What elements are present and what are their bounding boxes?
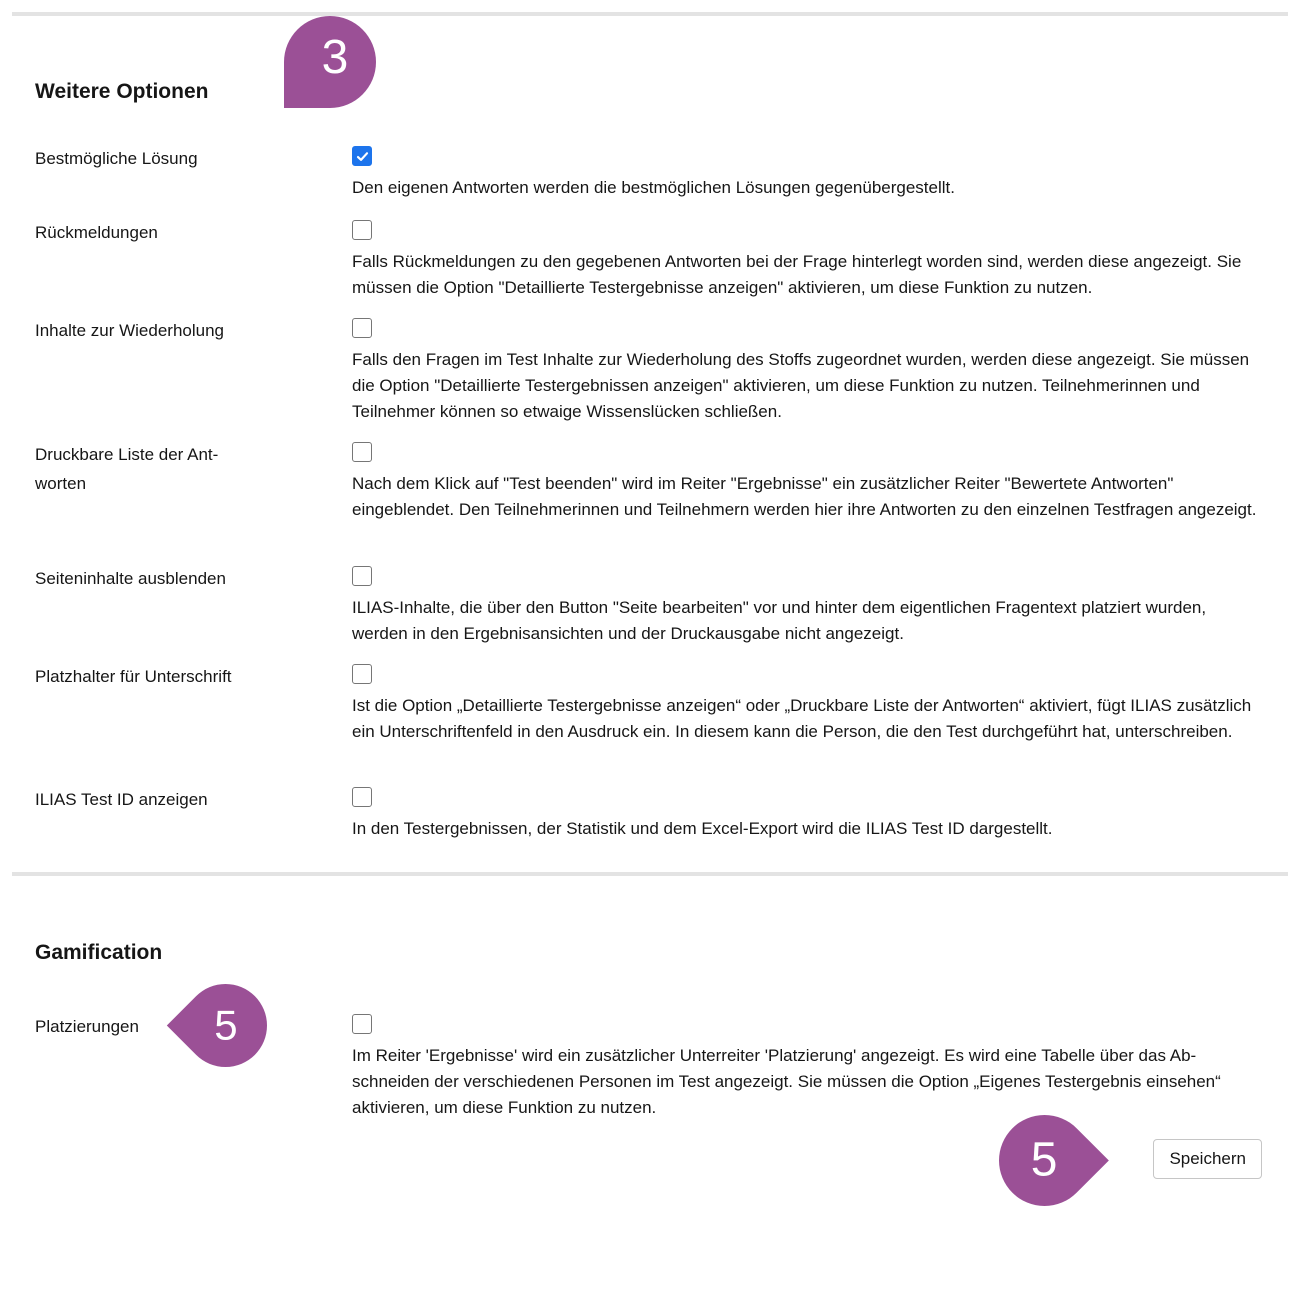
checkbox-seiteninhalte-ausblenden[interactable] (352, 566, 372, 586)
annotation-callout-3 (284, 16, 376, 108)
field-description: Im Reiter 'Ergebnisse' wird ein zusätzlicher Unterreiter 'Platzierung' angezeigt. Es wird eine Tabelle über das Abschneiden der verschiedenen Personen im Test angezeigt. Sie müssen die Option „Eigenes Testergebnis einsehen“ aktivieren, um diese Funktion zu nutzen. (352, 1046, 1221, 1117)
field-label: Platzierungen (35, 1017, 139, 1036)
field-description: Den eigenen Antworten werden die bestmöglichen Lösungen gegenübergestellt. (352, 178, 955, 197)
section-title-weitere-optionen: Weitere Optionen (35, 80, 209, 103)
checkmark-icon (355, 149, 370, 164)
section-divider-gamification (12, 872, 1288, 876)
checkbox-ilias-test-id-anzeigen[interactable] (352, 787, 372, 807)
section-divider-top (12, 12, 1288, 16)
field-label: Seiteninhalte ausblenden (35, 569, 226, 588)
section-title-gamification: Gamification (35, 941, 163, 964)
checkbox-platzierungen[interactable] (352, 1014, 372, 1034)
field-description: In den Testergebnissen, der Statistik und dem Excel-Export wird die ILIAS Test ID dargestellt. (352, 819, 1053, 838)
form-row-platzhalter-fuer-unterschrift (35, 664, 1265, 745)
field-label: Druckbare Liste der Antworten (35, 445, 219, 493)
form-row-druckbare-liste-der-antworten (35, 442, 1265, 523)
annotation-number: 5 (1031, 1133, 1058, 1187)
annotation-number: 3 (321, 31, 349, 84)
checkbox-rueckmeldungen[interactable] (352, 220, 372, 240)
field-description: Nach dem Klick auf "Test beenden" wird im Reiter "Ergebnisse" ein zusätzlicher Reiter "Bewertete Antworten" eingeblendet. Den Teilnehmerinnen und Teilnehmern werden hier ihre Antworten zu den einzelnen Testfragen angezeigt. (352, 474, 1257, 519)
field-label: Rückmeldungen (35, 223, 158, 242)
field-label: Inhalte zur Wiederholung (35, 321, 225, 340)
field-label: Platzhalter für Unterschrift (35, 667, 232, 686)
form-row-seiteninhalte-ausblenden (35, 566, 1265, 647)
field-description: ILIAS-Inhalte, die über den Button "Seite bearbeiten" vor und hinter dem eigentlichen Fragentext platziert wurden, werden in den Ergebnisansichten und der Druckausgabe nicht angezeigt. (352, 598, 1207, 643)
field-description: Falls den Fragen im Test Inhalte zur Wiederholung des Stoffs zugeordnet wurden, werden diese angezeigt. Sie müssen die Option "Detaillierte Testergebnissen anzeigen" aktivieren, um diese Funktion zu nutzen. Teilnehmerinnen und Teilnehmer können so etwaige Wissenslücken schließen. (352, 350, 1250, 421)
save-button[interactable]: Speichern (1153, 1139, 1262, 1179)
checkbox-platzhalter-fuer-unterschrift[interactable] (352, 664, 372, 684)
form-row-inhalte-zur-wiederholung (35, 318, 1265, 425)
field-description: Ist die Option „Detaillierte Testergebnisse anzeigen“ oder „Druckbare Liste der Antworten“ aktiviert, fügt ILIAS zusätzlich ein Unterschriftenfeld in den Ausdruck ein. In diesem kann die Person, die den Test durchgeführt hat, unterschreiben. (352, 696, 1252, 741)
field-label: Bestmögliche Lösung (35, 149, 198, 168)
field-description: Falls Rückmeldungen zu den gegebenen Antworten bei der Frage hinterlegt worden sind, werden diese angezeigt. Sie müssen die Option "Detaillierte Testergebnisse anzeigen" aktivieren, um diese Funktion zu nutzen. (352, 252, 1242, 297)
form-row-rueckmeldungen (35, 220, 1265, 301)
field-label: ILIAS Test ID anzeigen (35, 790, 208, 809)
annotation-number: 5 (213, 1001, 238, 1049)
checkbox-druckbare-liste-der-antworten[interactable] (352, 442, 372, 462)
form-row-bestmoegliche-loesung (35, 146, 1265, 201)
form-row-ilias-test-id-anzeigen (35, 787, 1265, 842)
checkbox-bestmoegliche-loesung[interactable] (352, 146, 372, 166)
checkbox-inhalte-zur-wiederholung[interactable] (352, 318, 372, 338)
